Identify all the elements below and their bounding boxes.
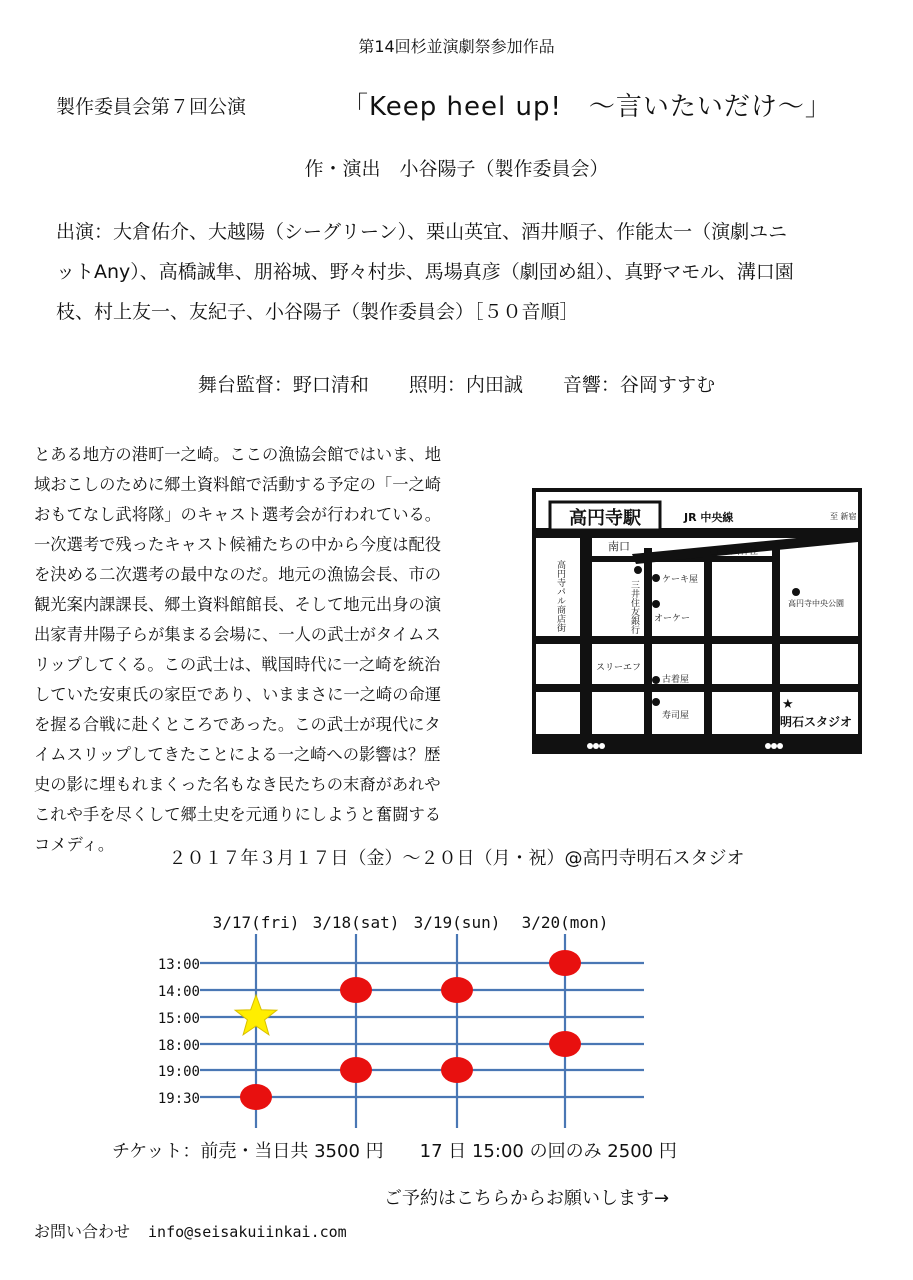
- map-marker: [792, 588, 800, 596]
- reserve-link[interactable]: ご予約はこちらからお願いします→: [384, 1188, 670, 1209]
- map-furugiya: 古着屋: [662, 675, 690, 685]
- contact: [34, 1219, 347, 1242]
- synopsis: [34, 440, 494, 860]
- synopsis-line: 出家青井陽子らが集まる会場に、一人の武士がタイムス: [34, 625, 441, 644]
- festival-label: 第14回杉並演劇祭参加作品: [358, 37, 555, 56]
- map-marker: [652, 698, 660, 706]
- schedule-grid: [150, 900, 670, 1140]
- synopsis-line: とある地方の港町一之崎。ここの漁協会館ではいま、地: [34, 445, 442, 464]
- map-block: [780, 644, 858, 684]
- show-marker-dot: [340, 977, 372, 1003]
- time-label: 15:00: [157, 1011, 200, 1027]
- map-mitsui-bank: 三井住友銀行: [629, 580, 639, 634]
- map-marker: [652, 676, 660, 684]
- time-label: 13:00: [157, 957, 200, 973]
- map-road: [532, 636, 862, 644]
- synopsis-line: を決める二次選考の最中なのだ。地元の漁協会長、市の: [34, 565, 442, 584]
- author-credit: 作・演出 小谷陽子（製作委員会）: [304, 158, 609, 180]
- cast-line: 枝、村上友一、友紀子、小谷陽子（製作委員会）［５０音順］: [56, 301, 579, 323]
- map-star-icon: ★: [782, 697, 794, 712]
- map-block: [780, 552, 858, 636]
- access-map: [532, 488, 862, 754]
- map-marker: [710, 547, 718, 555]
- map-marker: [634, 566, 642, 574]
- show-marker-dot: [340, 1057, 372, 1083]
- time-label: 14:00: [157, 984, 200, 1000]
- synopsis-line: イムスリップしてきたことによる一之崎への影響は？歴: [34, 745, 441, 764]
- map-to-shinjuku: 至 新宿: [830, 512, 857, 521]
- stage-manager: 舞台監督：野口清和: [197, 374, 369, 396]
- cast-list: [56, 212, 866, 332]
- contact-label: お問い合わせ: [34, 1222, 131, 1241]
- map-road: [704, 548, 712, 754]
- synopsis-line: コメディ。: [34, 835, 115, 854]
- show-marker-dot: [549, 1031, 581, 1057]
- map-road: [644, 548, 652, 754]
- synopsis-line: していた安東氏の家臣であり、いままさに一之崎の命運: [34, 685, 442, 704]
- synopsis-line: これや手を尽くして郷土史を元通りにしようと奮闘する: [34, 805, 442, 824]
- lighting: 照明：内田誠: [408, 374, 523, 396]
- day-label: 3/19(sun): [413, 913, 501, 932]
- synopsis-line: リップしてくる。この武士は、戦国時代に一之崎を統治: [34, 655, 441, 674]
- synopsis-line: 史の影に埋もれまくった名もなき民たちの末裔があれや: [34, 775, 441, 794]
- day-label: 3/18(sat): [312, 913, 400, 932]
- time-label: 18:00: [157, 1038, 200, 1054]
- map-block: [712, 562, 772, 636]
- show-marker-dot: [240, 1084, 272, 1110]
- time-label: 19:30: [157, 1091, 200, 1107]
- map-marker: [652, 574, 660, 582]
- day-label: 3/20(mon): [521, 913, 609, 932]
- map-road: [532, 684, 862, 692]
- show-marker-dot: [441, 1057, 473, 1083]
- staff-credits: [0, 370, 913, 397]
- map-hikawa: 氷川神社: [722, 547, 759, 557]
- play-title: 「Keep heel up! 〜言いたいだけ〜」: [342, 92, 832, 122]
- map-jr-line: JR 中央線: [684, 511, 734, 524]
- synopsis-line: を握る合戦に赴くところであった。この武士が現代にタ: [34, 715, 441, 734]
- map-studio: 明石スタジオ: [780, 715, 853, 729]
- troupe-label: 製作委員会第７回公演: [56, 96, 247, 118]
- cast-line: 出演：大倉佑介、大越陽（シーグリーン）、栗山英宜、酒井順子、作能太一（演劇ユニ: [56, 221, 788, 243]
- map-road: [772, 544, 780, 754]
- sound: 音響：谷岡すすむ: [562, 374, 716, 396]
- synopsis-line: 域おこしのために郷土資料館で活動する予定の「一之崎: [34, 475, 442, 494]
- map-park: 高円寺中央公園: [788, 599, 844, 608]
- map-cake-shop: ケーキ屋: [662, 575, 699, 585]
- synopsis-line: 一次選考で残ったキャスト候補たちの中から今度は配役: [34, 535, 442, 554]
- map-south-exit: 南口: [608, 540, 630, 553]
- day-label: 3/17(fri): [212, 913, 300, 932]
- contact-email[interactable]: info@seisakuiinkai.com: [148, 1223, 347, 1241]
- map-three-f: スリーエフ: [596, 663, 642, 673]
- performance-dates: ２０１７年３月１７日（金）〜２０日（月・祝）@高円寺明石スタジオ: [168, 848, 745, 869]
- show-marker-dot: [549, 950, 581, 976]
- map-okay: オーケー: [654, 614, 691, 624]
- map-marker: [652, 600, 660, 608]
- map-block: [652, 562, 704, 636]
- time-label: 19:00: [157, 1064, 200, 1080]
- synopsis-line: 観光案内課課長、郷土資料館館長、そして地元出身の演: [34, 595, 442, 614]
- ticket-info: チケット：前売・当日共 3500 円 17 日 15:00 の回のみ 2500 円: [112, 1141, 677, 1162]
- map-block: [592, 692, 644, 734]
- synopsis-line: おもてなし武将隊」のキャスト選考会が行われている。: [34, 505, 442, 524]
- show-marker-dot: [441, 977, 473, 1003]
- map-station: 高円寺駅: [569, 508, 641, 529]
- map-sushi: 寿司屋: [662, 711, 690, 721]
- map-pal-street: 高円寺パル商店街: [555, 560, 565, 632]
- cast-line: ットAny）、高橋誠隼、朋裕城、野々村歩、馬場真彦（劇団め組）、真野マモル、溝口園: [56, 261, 794, 283]
